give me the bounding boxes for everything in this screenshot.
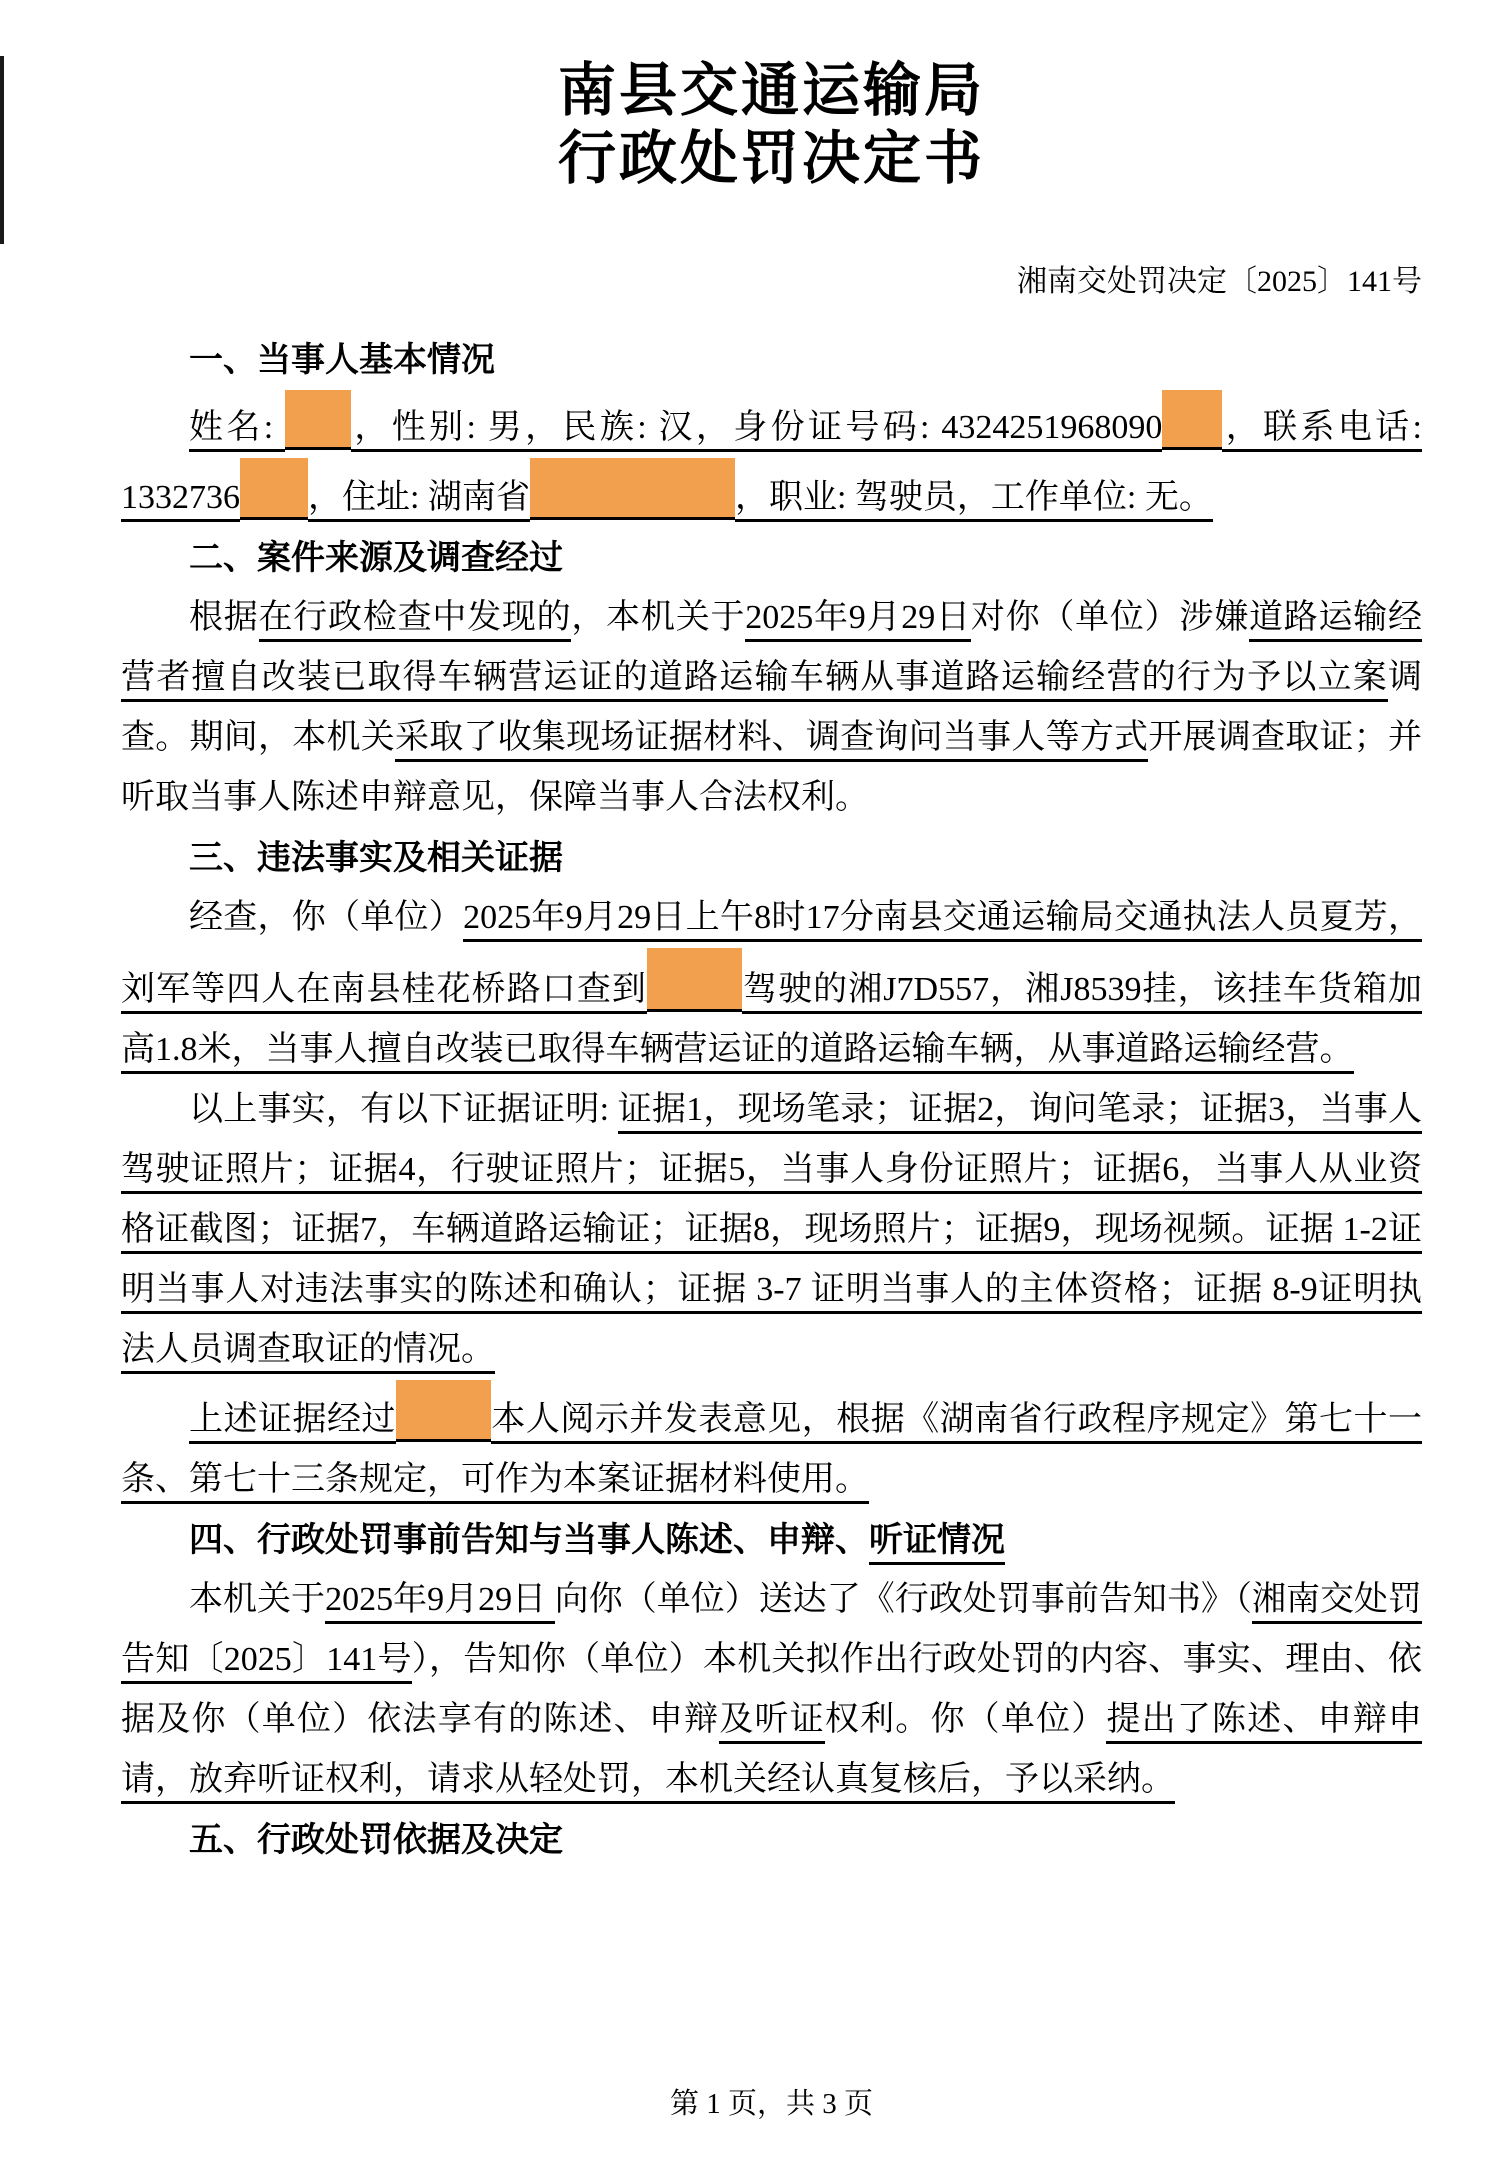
text-segment: ，住址: 湖南省 [308, 479, 530, 522]
document-title-line2: 行政处罚决定书 [557, 124, 985, 192]
text-segment: ，性别: 男，民族: 汉，身份证号码: 4324251968090 [351, 409, 1162, 452]
text-segment: 调查。期间，本机关 [121, 659, 1422, 756]
text-segment: 2025年9月29日上午8时17分南县交通运输局交通执法人员夏芳，刘军等四人在南县桂花桥路口查到 [121, 899, 1422, 1014]
paragraph [121, 1380, 1422, 1510]
text-segment: 驾驶的湘J7D557，湘J8539挂，该挂车货箱加高1.8米，当事人擅自改装已取得车辆营运证的道路运输车辆，从事道路运输经营。 [121, 971, 1422, 1074]
page-footer: 第 1 页，共 3 页 [669, 2088, 873, 2120]
text-segment: 本机关于 [189, 1581, 326, 1618]
text-segment: 四、行政处罚事前告知与当事人陈述、申辩、 [189, 1521, 869, 1559]
redaction-box [285, 390, 351, 450]
paragraph [121, 588, 1422, 828]
text-segment: 2025年9月29日 [745, 599, 971, 642]
scan-edge-artifact [0, 56, 4, 244]
text-segment: 采取了收集现场证据材料、调查询问当事人等方式 [395, 719, 1148, 762]
text-segment: 向你（单位）送达了《行政处罚事前告知书》（ [554, 1581, 1252, 1618]
redaction-box [1162, 390, 1222, 450]
text-segment: 提出了陈述、申辩申请，放弃听证权利，请求从轻处罚，本机关经认真复核后，予以采纳。 [121, 1701, 1422, 1804]
document-number: 湘南交处罚决定〔2025〕141号 [1017, 265, 1422, 298]
redaction-box [530, 458, 735, 520]
text-segment: ），告知你（单位）本机关拟作出行政处罚的内容、事实、理由、依据及你（单位）依法享有的陈述、申辩 [121, 1641, 1422, 1738]
document-title [121, 56, 1422, 192]
paragraph [121, 888, 1422, 1080]
text-segment: 一、当事人基本情况 [189, 341, 495, 379]
section-heading [121, 828, 1422, 888]
text-segment: 以上事实，有以下证据证明: [189, 1091, 618, 1128]
text-segment: ，本机关于 [571, 599, 746, 636]
redaction-box [396, 1380, 491, 1442]
text-segment: 五、行政处罚依据及决定 [189, 1821, 563, 1859]
text-segment: 及听证 [719, 1701, 825, 1744]
text-segment: 对你（单位）涉嫌 [970, 599, 1249, 636]
text-segment: ，联系电话: 1332736 [121, 409, 1422, 522]
text-segment: ，职业: 驾驶员，工作单位: 无。 [735, 479, 1213, 522]
section-heading [121, 330, 1422, 390]
redaction-box [647, 948, 742, 1012]
text-segment: 姓名: [189, 409, 285, 452]
section-heading [121, 1510, 1422, 1570]
paragraph [121, 390, 1422, 528]
document-title-line1: 南县交通运输局 [557, 56, 985, 124]
text-segment: 2025年9月29日 [325, 1581, 555, 1624]
text-segment: 湘南交处罚告知〔2025〕141号 [121, 1581, 1422, 1684]
redaction-box [240, 458, 308, 520]
text-segment: 根据 [189, 599, 259, 636]
text-segment: 三、违法事实及相关证据 [189, 839, 563, 877]
text-segment: 上述证据经过 [189, 1401, 396, 1444]
document-content [121, 330, 1422, 1870]
paragraph [121, 1080, 1422, 1380]
text-segment: 证据1，现场笔录；证据2，询问笔录；证据3，当事人驾驶证照片；证据4，行驶证照片；证据5，当事人身份证照片；证据6，当事人从业资格证截图；证据7，车辆道路运输证；证据8，现场照片；证据9，现场视频。证据 1-2证明当事人对违法事实的陈述和确认；证据 3-7 证明当事人的主体资格；证据 8-9证明执法人员调查取证的情况。 [121, 1091, 1422, 1374]
paragraph [121, 1570, 1422, 1810]
text-segment: 权利。你（单位） [824, 1701, 1107, 1738]
section-heading [121, 1810, 1422, 1870]
text-segment: 道路运输经营者擅自改装已取得车辆营运证的道路运输车辆从事道路运输经营的行为予以立案 [121, 599, 1422, 702]
section-heading [121, 528, 1422, 588]
text-segment: 二、案件来源及调查经过 [189, 539, 563, 577]
text-segment: 听证情况 [869, 1521, 1005, 1565]
text-segment: 本人阅示并发表意见，根据《湖南省行政程序规定》第七十一条、第七十三条规定，可作为本案证据材料使用。 [121, 1401, 1422, 1504]
text-segment: 开展调查取证；并听取当事人陈述申辩意见，保障当事人合法权利。 [121, 719, 1423, 816]
text-segment: 经查，你（单位） [189, 899, 464, 936]
text-segment: 在行政检查中发现的 [259, 599, 572, 642]
